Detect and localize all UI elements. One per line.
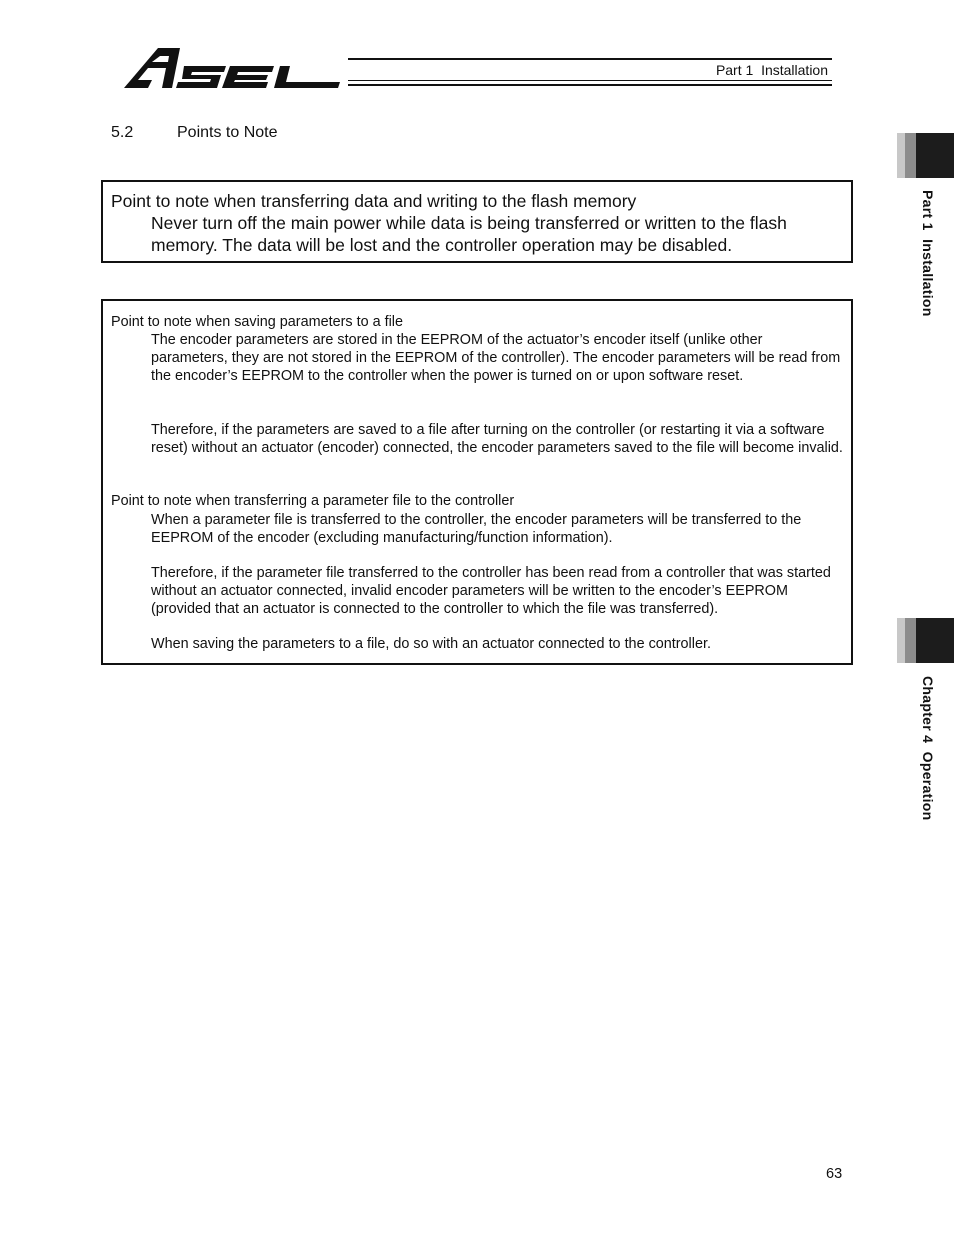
flash-memory-note-body: Never turn off the main power while data is being transferred or written to the flash memory. The data will be lost and the controller operation may be disabled. xyxy=(151,213,787,255)
side-tab-part1-label: Part 1 Installation xyxy=(920,190,936,317)
asel-logo xyxy=(122,44,344,90)
flash-memory-note-box xyxy=(101,180,853,263)
transfer-file-heading: Point to note when transferring a parameter file to the controller xyxy=(111,493,515,509)
side-tab-chapter4-marker xyxy=(897,618,954,663)
parameter-note-box xyxy=(101,299,853,665)
side-tab-chapter4-label: Chapter 4 Operation xyxy=(920,676,936,821)
section-title: Points to Note xyxy=(177,124,278,141)
saving-parameters-heading: Point to note when saving parameters to a file xyxy=(111,314,403,330)
saving-parameters-paragraph-1: The encoder parameters are stored in the EEPROM of the actuator’s encoder itself (unlike other parameters, they are not stored in the EEPROM of the controller). The encoder parameters will be read from the encoder’s EEPROM to the controller when the power is turned on or upon software reset. xyxy=(151,332,841,384)
transfer-file-paragraph-3: When saving the parameters to a file, do so with an actuator connected to the controller. xyxy=(151,636,711,652)
section-number: 5.2 xyxy=(111,124,134,141)
page-number: 63 xyxy=(826,1166,843,1182)
header-part-label: Part 1 Installation xyxy=(715,62,828,78)
side-tab-part1-marker xyxy=(897,133,954,178)
saving-parameters-paragraph-2: Therefore, if the parameters are saved to a file after turning on the controller (or restarting it via a software reset) without an actuator (encoder) connected, the encoder parameters saved to the file will become invalid. xyxy=(151,422,843,456)
transfer-file-paragraph-1: When a parameter file is transferred to the controller, the encoder parameters will be transferred to the EEPROM of the encoder (excluding manufacturing/function information). xyxy=(151,512,802,546)
transfer-file-paragraph-2: Therefore, if the parameter file transferred to the controller has been read from a controller that was started without an actuator connected, invalid encoder parameters will be written to the encoder’s EEPROM (provided that an actuator is connected to the controller to which the file was transferred). xyxy=(151,565,831,617)
section-heading xyxy=(111,124,278,142)
flash-memory-note-title: Point to note when transferring data and writing to the flash memory xyxy=(111,191,637,211)
